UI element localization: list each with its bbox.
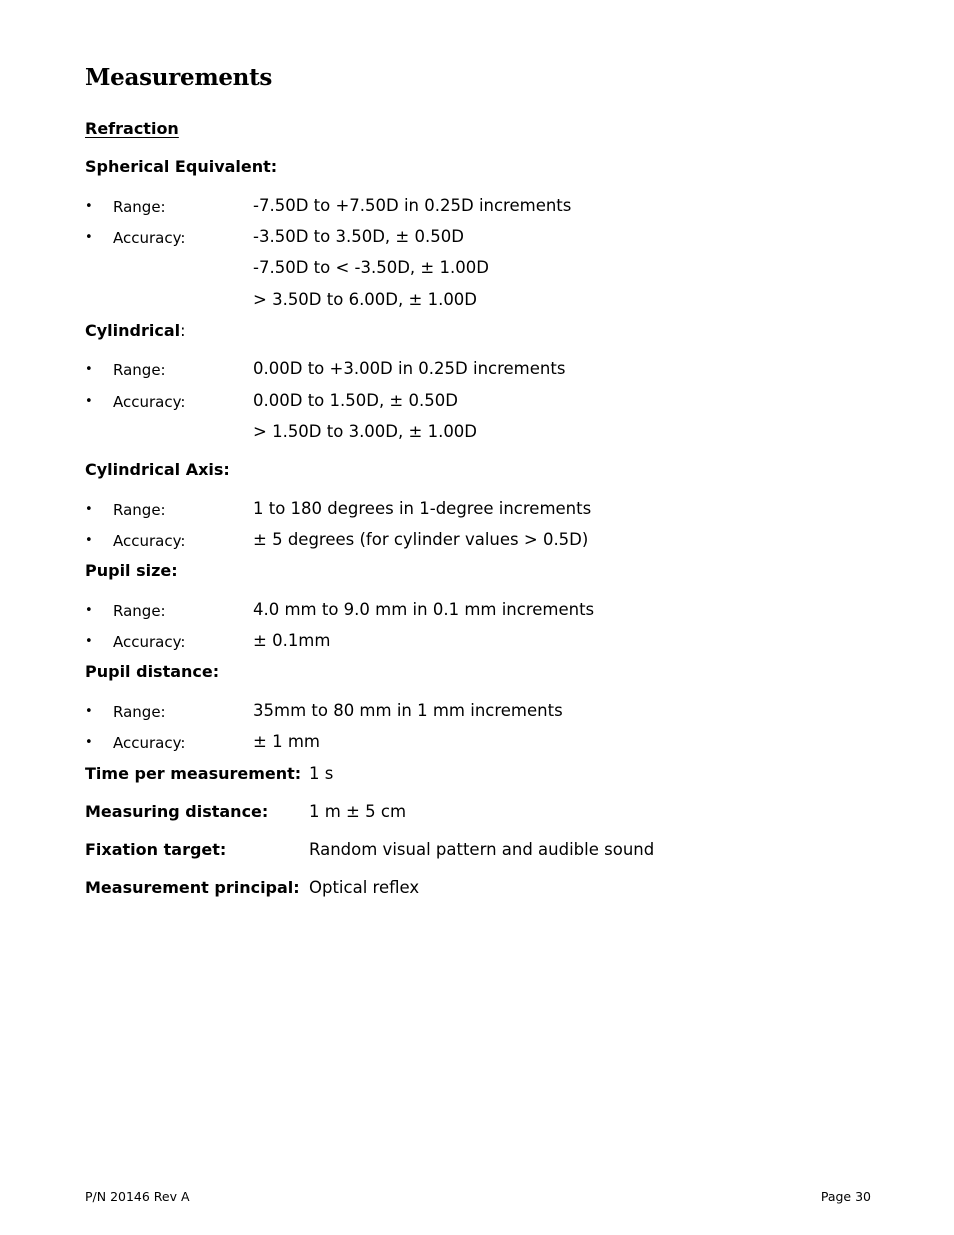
bullet-icon: • <box>85 634 93 649</box>
cylindrical-accuracy-line-2: > 1.50D to 3.00D, ± 1.00D <box>253 422 478 441</box>
time-per-measurement-value: 1 s <box>309 764 334 783</box>
pupil-distance-range-label: Range: <box>113 703 166 721</box>
heading-cylindrical <box>85 321 186 340</box>
spherical-range-value: -7.50D to +7.50D in 0.25D increments <box>253 196 572 215</box>
pupil-distance-accuracy-label: Accuracy: <box>113 734 186 752</box>
bullet-icon: • <box>85 704 93 719</box>
pupil-distance-range-value: 35mm to 80 mm in 1 mm increments <box>253 701 563 720</box>
bullet-icon: • <box>85 502 93 517</box>
measurement-principal-label: Measurement principal: <box>85 878 300 897</box>
pupil-size-range-value: 4.0 mm to 9.0 mm in 0.1 mm increments <box>253 600 595 619</box>
cylindrical-accuracy-label: Accuracy: <box>113 393 186 411</box>
spherical-accuracy-label: Accuracy: <box>113 229 186 247</box>
footer-page-number: Page 30 <box>820 1189 871 1204</box>
time-per-measurement-label: Time per measurement: <box>85 764 302 783</box>
heading-cylindrical-text: Cylindrical <box>85 321 181 340</box>
measurement-principal-value: Optical reflex <box>309 878 420 897</box>
cylindrical-range-value: 0.00D to +3.00D in 0.25D increments <box>253 359 566 378</box>
measuring-distance-label: Measuring distance: <box>85 802 269 821</box>
page-title: Measurements <box>85 64 273 91</box>
bullet-icon: • <box>85 199 93 214</box>
bullet-icon: • <box>85 362 93 377</box>
cylindrical-range-label: Range: <box>113 361 166 379</box>
bullet-icon: • <box>85 394 93 409</box>
pupil-size-accuracy-value: ± 0.1mm <box>253 631 331 650</box>
section-heading-refraction: Refraction <box>85 119 179 138</box>
axis-range-label: Range: <box>113 501 166 519</box>
bullet-icon: • <box>85 735 93 750</box>
footer-part-number: P/N 20146 Rev A <box>85 1189 190 1204</box>
axis-accuracy-label: Accuracy: <box>113 532 186 550</box>
pupil-distance-accuracy-value: ± 1 mm <box>253 732 320 751</box>
heading-cylindrical-axis: Cylindrical Axis: <box>85 460 230 479</box>
spherical-accuracy-line-2: -7.50D to < -3.50D, ± 1.00D <box>253 258 489 277</box>
bullet-icon: • <box>85 230 93 245</box>
bullet-icon: • <box>85 533 93 548</box>
heading-pupil-distance: Pupil distance: <box>85 662 220 681</box>
cylindrical-accuracy-value: 0.00D to 1.50D, ± 0.50D <box>253 391 458 410</box>
heading-cylindrical-colon: : <box>180 321 186 340</box>
spherical-accuracy-value: -3.50D to 3.50D, ± 0.50D <box>253 227 464 246</box>
fixation-target-value: Random visual pattern and audible sound <box>309 840 655 859</box>
axis-range-value: 1 to 180 degrees in 1-degree increments <box>253 499 592 518</box>
fixation-target-label: Fixation target: <box>85 840 227 859</box>
pupil-size-accuracy-label: Accuracy: <box>113 633 186 651</box>
axis-accuracy-value: ± 5 degrees (for cylinder values > 0.5D) <box>253 530 589 549</box>
spherical-accuracy-line-3: > 3.50D to 6.00D, ± 1.00D <box>253 290 478 309</box>
heading-pupil-size: Pupil size: <box>85 561 178 580</box>
measuring-distance-value: 1 m ± 5 cm <box>309 802 407 821</box>
bullet-icon: • <box>85 603 93 618</box>
spherical-range-label: Range: <box>113 198 166 216</box>
pupil-size-range-label: Range: <box>113 602 166 620</box>
heading-spherical-equivalent: Spherical Equivalent: <box>85 157 278 176</box>
